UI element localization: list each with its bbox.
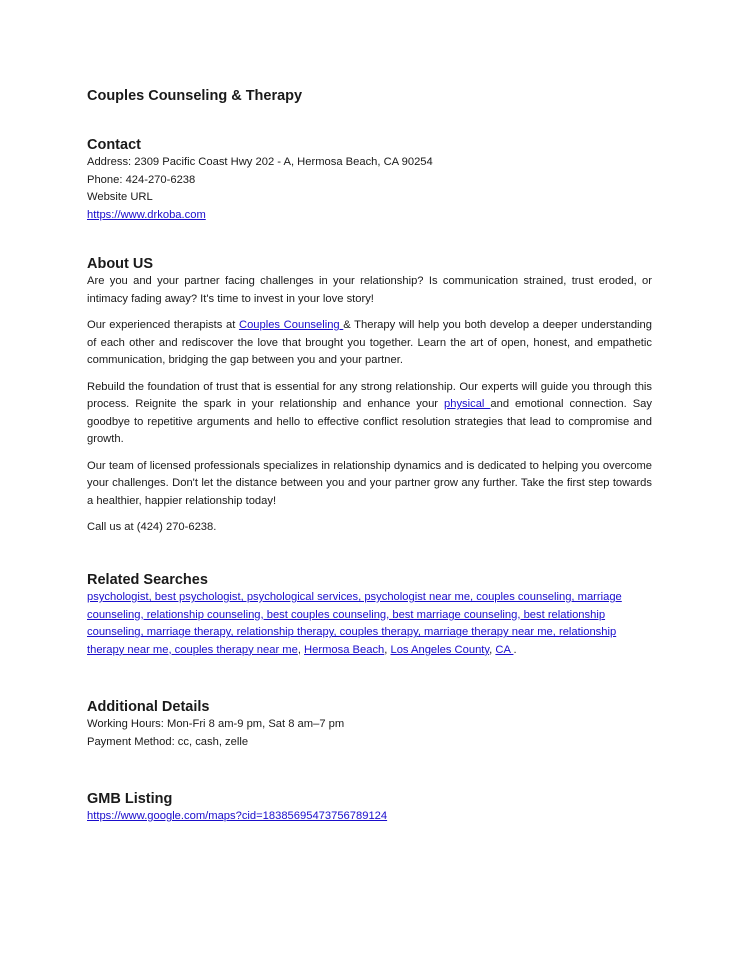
contact-heading: Contact	[87, 137, 141, 153]
related-searches-section	[87, 571, 652, 659]
gmb-link-row	[87, 808, 652, 826]
details-heading: Additional Details	[87, 699, 210, 715]
physical-link[interactable]: physical	[444, 398, 491, 410]
contact-website-label: Website URL	[87, 191, 153, 203]
about-paragraph-1: Are you and your partner facing challenges in your relationship? Is communication strained, trust eroded, or intimacy fading away? It's time to invest in your love story!	[87, 275, 652, 305]
additional-details-section	[87, 698, 652, 751]
about-p2-rest: & Therapy will help you both develop a deeper understanding of each other and rediscover the love that brought you together. Learn the art of open, honest, and empathetic communication, bridging the gap between you and your partner.	[87, 319, 652, 366]
website-link[interactable]: https://www.drkoba.com	[87, 208, 206, 221]
contact-website-row	[87, 207, 652, 225]
gmb-heading: GMB Listing	[87, 791, 173, 807]
related-searches-list	[87, 589, 652, 659]
payment-method: Payment Method: cc, cash, zelle	[87, 735, 249, 748]
related-separator: ,	[297, 643, 305, 656]
about-section	[87, 255, 652, 546]
couples-counseling-link[interactable]: Couples Counseling	[238, 319, 344, 331]
about-p3-text: Rebuild the foundation of trust that is essential for any strong relationship. Our experts will guide you through this process. Reignite the spark in your relationship and enhance your	[87, 380, 652, 410]
hermosa-beach-link[interactable]: Hermosa Beach	[304, 643, 385, 656]
about-heading: About US	[87, 256, 154, 272]
page-title: Couples Counseling & Therapy	[87, 88, 303, 104]
about-paragraph-2	[87, 317, 652, 370]
contact-section	[87, 136, 652, 224]
about-p3-rest: and emotional connection. Say goodbye to repetitive arguments and hello to effective conflict resolution strategies that lead to compromise and growth.	[87, 398, 652, 445]
gmb-link[interactable]: https://www.google.com/maps?cid=18385695473756789124	[87, 810, 388, 822]
about-paragraph-5: Call us at (424) 270-6238.	[87, 521, 217, 533]
about-p2-text: Our experienced therapists at	[87, 319, 239, 331]
related-end: .	[513, 643, 517, 656]
about-paragraph-4: Our team of licensed professionals specializes in relationship dynamics and is dedicated to helping you overcome your challenges. Don't let the distance between you and your partner grow any further. Take the first step towards a healthier, happier relationship today!	[87, 459, 652, 507]
related-terms-link[interactable]: psychologist, best psychologist, psychological services, psychologist near me, couples counseling, marriage counseling, relationship counseling, best couples counseling, best marriage counseling, best relationship counseling, marriage therapy, relationship therapy, couples therapy, marriage therapy near me, relationship therapy near me, couples therapy near me	[87, 591, 622, 656]
working-hours: Working Hours: Mon-Fri 8 am-9 pm, Sat 8 am–7 pm	[87, 718, 345, 730]
los-angeles-county-link[interactable]: Los Angeles County	[390, 643, 490, 656]
related-separator: ,	[489, 643, 496, 656]
related-heading: Related Searches	[87, 572, 208, 588]
gmb-section	[87, 790, 652, 826]
related-separator: ,	[384, 643, 391, 656]
contact-address: Address: 2309 Pacific Coast Hwy 202 - A, Hermosa Beach, CA 90254	[87, 156, 433, 168]
contact-phone: Phone: 424-270-6238	[87, 173, 196, 186]
ca-link[interactable]: CA	[495, 643, 514, 656]
about-paragraph-3	[87, 379, 652, 449]
